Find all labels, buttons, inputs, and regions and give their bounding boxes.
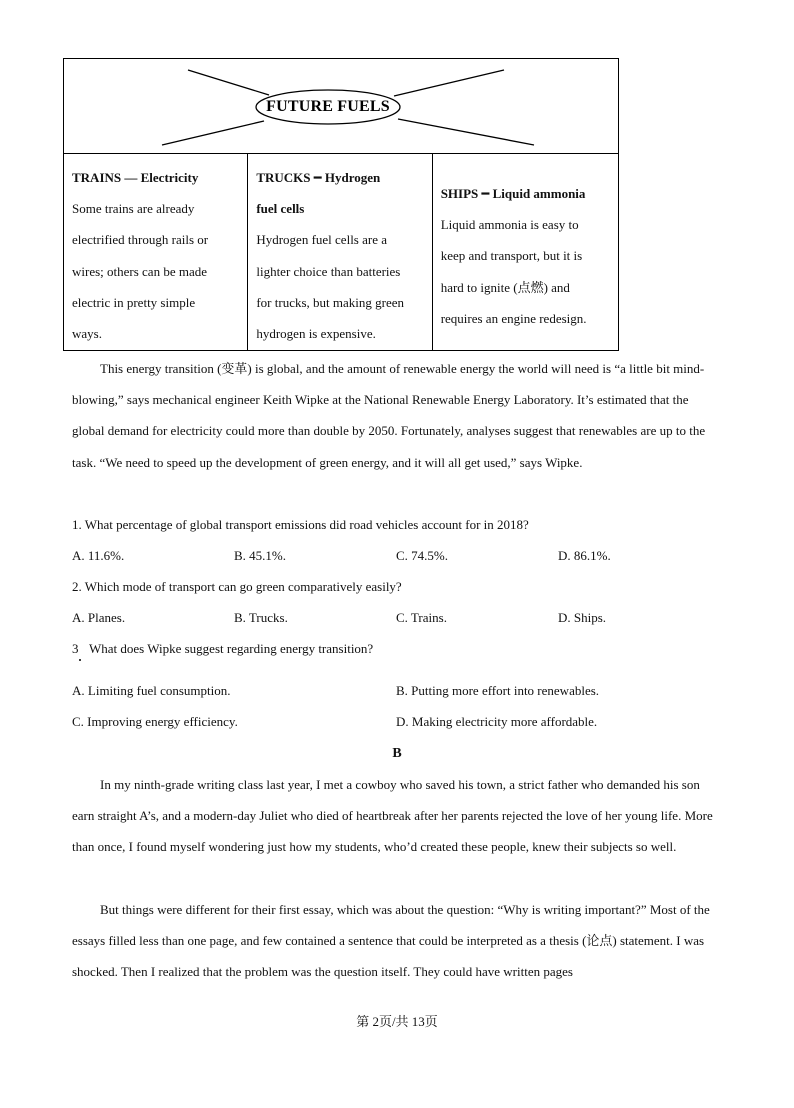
question-3-number: 3 — [72, 641, 79, 656]
trains-line: Some trains are already — [72, 201, 195, 217]
ships-line: hard to ignite (点燃) and — [440, 279, 570, 295]
q2-option-c: C. Trains. — [396, 610, 447, 625]
trucks-line: hydrogen is expensive. — [256, 326, 376, 342]
trucks-heading: TRUCKS ━ Hydrogen — [256, 170, 381, 185]
q1-option-c: C. 74.5%. — [396, 548, 448, 563]
trains-line: electrified through rails or — [72, 232, 209, 248]
cell-ships — [432, 154, 618, 351]
trains-heading: TRAINS — Electricity — [72, 170, 199, 185]
figure-cells — [64, 154, 618, 351]
trucks-heading-2: fuel cells — [256, 201, 305, 217]
section-b-heading: B — [392, 746, 402, 761]
q1-option-d: D. 86.1%. — [558, 548, 611, 563]
trucks-line: for trucks, but making green — [256, 294, 404, 310]
paragraph-energy-transition: This energy transition (变革) is global, and the amount of renewable energy the world will need is “a little bit mind-blowing,” says mechanical engineer Keith Wipke at the National Renewable Energy Laboratory. It’s estimated that the global demand for electricity could more than double by 2050. Fortunately, analyses suggest that renewables are up to the task. “We need to speed up the development of green energy, and it will all get used,” says Wipke. — [72, 361, 706, 470]
q1-option-b: B. 45.1%. — [234, 548, 286, 563]
ships-heading: SHIPS ━ Liquid ammonia — [440, 186, 586, 201]
q2-option-a: A. Planes. — [72, 610, 126, 625]
trucks-line: Hydrogen fuel cells are a — [256, 232, 388, 248]
q3-option-d: D. Making electricity more affordable. — [396, 714, 598, 729]
q3-option-b: B. Putting more effort into renewables. — [396, 683, 600, 698]
trucks-line: lighter choice than batteries — [256, 263, 401, 279]
q3-option-a: A. Limiting fuel consumption. — [72, 683, 231, 698]
ships-line: requires an engine redesign. — [440, 310, 587, 326]
figure-title: FUTURE FUELS — [266, 98, 390, 115]
question-3: What does Wipke suggest regarding energy transition? — [89, 641, 374, 656]
figure-header — [64, 59, 618, 154]
paragraph-first-essay: But things were different for their first essay, which was about the question: “Why is writing important?” Most of the essays filled less than one page, and few contained a sentence that could be interpreted as a thesis (论点) statement. I was shocked. Then I realized that the problem was the question itself. They could have written pages — [72, 902, 710, 980]
paragraph-writing-class: In my ninth-grade writing class last year, I met a cowboy who saved his town, a strict father who demanded his son earn straight A’s, and a modern-day Juliet who died of heartbreak after her parents rejected the love of her young life. More than once, I found myself wondering just how my students, who’d created these people, knew their subjects so well. — [72, 777, 713, 855]
trains-line: electric in pretty simple — [72, 294, 196, 310]
cell-trucks — [247, 154, 431, 351]
ships-line: Liquid ammonia is easy to — [440, 217, 579, 233]
question-1: 1. What percentage of global transport emissions did road vehicles account for in 2018? — [72, 517, 529, 532]
q2-option-b: B. Trucks. — [234, 610, 288, 625]
question-2: 2. Which mode of transport can go green comparatively easily? — [72, 579, 402, 594]
cell-trains — [64, 154, 247, 351]
q2-option-d: D. Ships. — [558, 610, 607, 625]
q1-option-a: A. 11.6%. — [72, 548, 125, 563]
future-fuels-figure — [63, 58, 619, 351]
page-footer: 第 2页/共 13页 — [356, 1014, 438, 1029]
trains-line: ways. — [72, 326, 102, 342]
question-3-dot — [79, 659, 81, 661]
trains-line: wires; others can be made — [72, 263, 208, 279]
ships-line: keep and transport, but it is — [440, 248, 583, 264]
q3-option-c: C. Improving energy efficiency. — [72, 714, 238, 729]
